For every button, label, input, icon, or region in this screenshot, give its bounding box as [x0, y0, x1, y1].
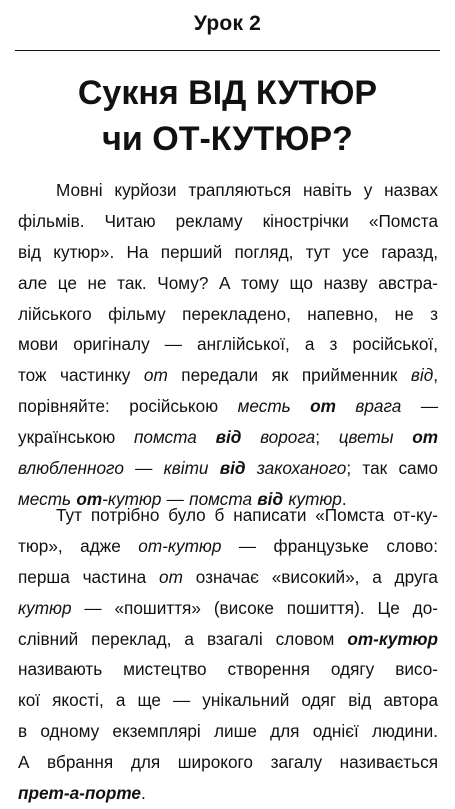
- text-line: [18, 593, 438, 624]
- emphasis-italic: -кутюр — помста: [102, 488, 258, 509]
- text-line: [18, 422, 438, 453]
- text-run: фільмів. Читаю рекламу кінострічки «Помста: [18, 210, 438, 231]
- text-line: [18, 237, 438, 268]
- text-line: [18, 685, 438, 716]
- text-run: але це не так. Чому? А тому що назву австра-: [18, 272, 438, 293]
- emphasis-bold-italic: от: [76, 488, 103, 509]
- text-run: в одному екземплярі лише для однієї людини.: [18, 721, 438, 742]
- text-run: лійського фільму перекладено, напевно, не з: [18, 303, 438, 324]
- emphasis-italic: ворога: [241, 427, 316, 448]
- text-run: —: [401, 396, 439, 417]
- text-run: ,: [433, 365, 438, 386]
- text-run: передали як прийменник: [167, 365, 411, 386]
- emphasis-italic: цветы: [338, 427, 413, 448]
- emphasis-bold-italic: от: [412, 427, 439, 448]
- text-run: мови оригіналу — англійської, а з російської,: [18, 334, 438, 355]
- emphasis-italic: кутюр: [283, 488, 342, 509]
- emphasis-italic: закоханого: [245, 458, 347, 479]
- text-line: [18, 175, 438, 206]
- lesson-label: Урок 2: [193, 12, 262, 35]
- text-line: [18, 778, 438, 809]
- text-line: [18, 531, 438, 562]
- emphasis-italic: от: [143, 365, 168, 386]
- emphasis-italic: врага: [335, 396, 402, 417]
- title-line-1: Сукня ВІД КУТЮР: [77, 74, 378, 112]
- emphasis-italic: кутюр: [18, 597, 72, 618]
- emphasis-bold-italic: від: [215, 427, 242, 448]
- page-title: [0, 70, 455, 162]
- text-run: називають мистецтво створення одягу висо-: [18, 659, 438, 680]
- text-line: [18, 391, 438, 422]
- text-line: [18, 716, 438, 747]
- emphasis-bold-italic: прет-а-порте: [18, 783, 141, 804]
- emphasis-italic: от-кутюр: [138, 535, 222, 556]
- emphasis-italic: месть: [237, 396, 311, 417]
- text-line: [18, 268, 438, 299]
- emphasis-italic: от: [159, 566, 183, 587]
- text-line: [18, 360, 438, 391]
- text-line: [18, 654, 438, 685]
- text-run: слівний переклад, а взагалі словом: [18, 628, 348, 649]
- emphasis-bold-italic: от-кутюр: [347, 628, 438, 649]
- text-line: [18, 206, 438, 237]
- text-run: ; так само: [346, 458, 438, 479]
- text-run: кої якості, а ще — унікальний одяг від автора: [18, 690, 438, 711]
- text-line: [18, 453, 438, 484]
- emphasis-italic: влюбленного — квіти: [18, 458, 220, 479]
- text-run: — французьке слово:: [221, 535, 438, 556]
- text-run: тюр», адже: [18, 535, 139, 556]
- text-run: означає «високий», а друга: [182, 566, 438, 587]
- title-line-2: чи ОТ-КУТЮР?: [102, 120, 353, 158]
- paragraph-2: [18, 500, 438, 809]
- text-run: ;: [315, 427, 339, 448]
- paragraph-1: [18, 175, 438, 515]
- text-run: тож частинку: [18, 365, 144, 386]
- text-run: перша частина: [18, 566, 160, 587]
- emphasis-italic: помста: [133, 427, 216, 448]
- emphasis-italic: від: [410, 365, 434, 386]
- emphasis-italic: месть: [18, 488, 77, 509]
- text-run: — «пошиття» (високе пошиття). Це до-: [71, 597, 438, 618]
- text-line: [18, 500, 438, 531]
- text-line: [18, 624, 438, 655]
- text-run: .: [341, 488, 347, 509]
- text-run: А вбрання для широкого загалу називається: [18, 752, 438, 773]
- text-run: від кутюр». На перший погляд, тут усе гаразд,: [18, 241, 438, 262]
- text-line: [18, 562, 438, 593]
- text-run: українською: [18, 427, 134, 448]
- header-divider: [15, 50, 440, 51]
- text-run: порівняйте: російською: [18, 396, 238, 417]
- text-run: .: [140, 783, 146, 804]
- text-run: Мовні курйози трапляються навіть у назвах: [56, 180, 438, 200]
- text-line: [18, 747, 438, 778]
- text-line: [18, 329, 438, 360]
- emphasis-bold-italic: від: [219, 458, 246, 479]
- emphasis-bold-italic: від: [257, 488, 284, 509]
- text-run: Тут потрібно було б написати «Помста от-ку-: [56, 505, 438, 525]
- text-line: [18, 299, 438, 330]
- emphasis-bold-italic: от: [310, 396, 336, 417]
